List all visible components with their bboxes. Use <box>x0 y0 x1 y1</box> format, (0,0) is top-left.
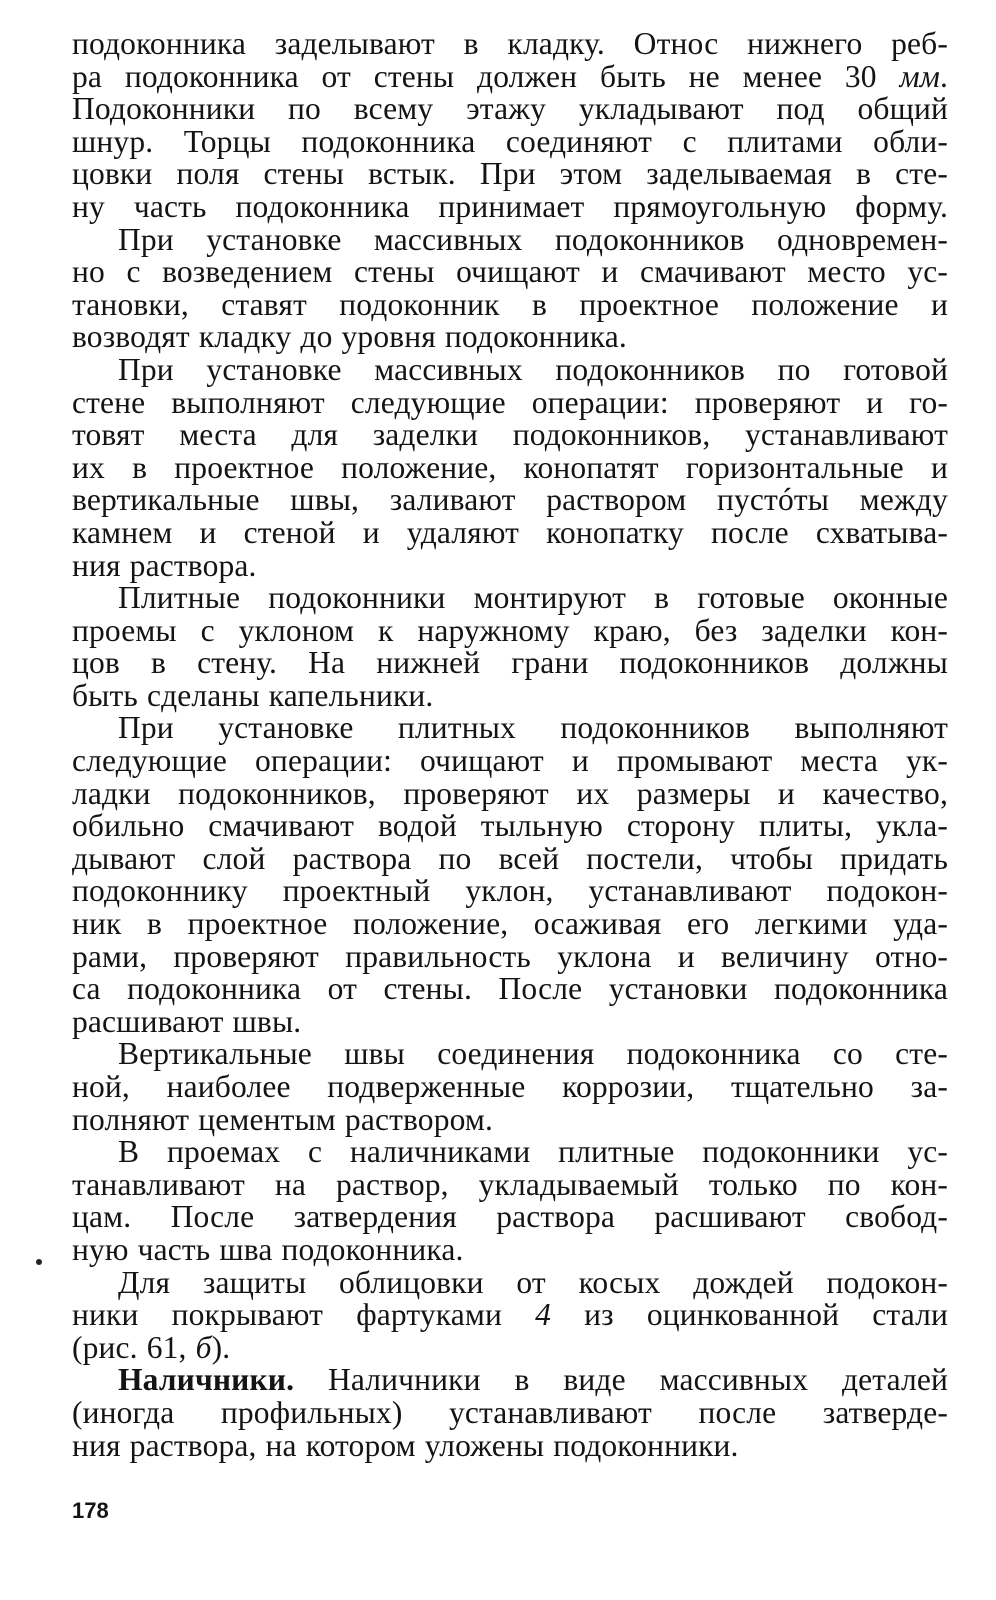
page-number: 178 <box>72 1498 109 1523</box>
text-line: расшивают швы. <box>72 1003 302 1039</box>
text-line: цовки поля стены встык. При этом заделываемая в сте- <box>72 156 948 192</box>
text-line: танавливают на раствор, укладываемый только по кон- <box>72 1166 948 1202</box>
text-line: дывают слой раствора по всей постели, чтобы придать <box>72 840 948 876</box>
text-line: полняют цементым раствором. <box>72 1101 494 1137</box>
text-line: рами, проверяют правильность уклона и величину отно- <box>72 938 948 974</box>
text-line: Подоконники по всему этажу укладывают под общий <box>72 91 948 127</box>
text-line: цов в стену. На нижней грани подоконников должны <box>72 645 948 681</box>
text-line: ния раствора. <box>72 547 257 583</box>
paragraph-first-line: Вертикальные швы соединения подоконника со сте- <box>118 1036 948 1072</box>
text-line: обильно смачивают водой тыльную сторону плиты, укла- <box>72 808 948 844</box>
text-line: подоконника заделывают в кладку. Относ нижнего реб- <box>72 26 948 61</box>
text-line: (рис. 61, б). <box>72 1329 231 1365</box>
text-line: са подоконника от стены. После установки подоконника <box>72 971 948 1007</box>
section-heading-line: Наличники. Наличники в виде массивных деталей <box>118 1362 948 1398</box>
text-line: проемы с уклоном к наружному краю, без заделки кон- <box>72 612 948 648</box>
text-line: ники покрывают фартуками 4 из оцинкованной стали <box>72 1297 948 1333</box>
text-line: ну часть подоконника принимает прямоугольную форму. <box>72 188 948 224</box>
text-line: возводят кладку до уровня подоконника. <box>72 319 627 355</box>
text-line: тановки, ставят подоконник в проектное положение и <box>72 286 948 322</box>
text-line: ник в проектное положение, осаживая его легкими уда- <box>72 906 948 942</box>
text-line: но с возведением стены очищают и смачивают место ус- <box>72 254 948 290</box>
margin-dot-mark <box>36 1259 42 1265</box>
paragraph-first-line: Плитные подоконники монтируют в готовые оконные <box>118 580 948 616</box>
text-line: (иногда профильных) устанавливают после затверде- <box>72 1394 948 1430</box>
text-line: ную часть шва подоконника. <box>72 1231 464 1267</box>
text-line: ния раствора, на котором уложены подоконники. <box>72 1427 739 1463</box>
paragraph-first-line: При установке плитных подоконников выполняют <box>118 710 948 746</box>
text-line: вертикальные швы, заливают раствором пустóты между <box>72 482 948 518</box>
paragraph-first-line: В проемах с наличниками плитные подоконники ус- <box>118 1134 948 1170</box>
italic-fragment: мм <box>899 58 940 94</box>
body-text <box>72 28 948 1462</box>
text-line: ра подоконника от стены должен быть не менее 30 мм. <box>72 58 948 94</box>
text-line: камнем и стеной и удаляют конопатку после схватыва- <box>72 514 948 550</box>
text-line: быть сделаны капельники. <box>72 677 434 713</box>
italic-fragment: 4 <box>535 1297 551 1333</box>
text-line: подоконнику проектный уклон, устанавливают подокон- <box>72 873 948 909</box>
text-line: их в проектное положение, конопатят горизонтальные и <box>72 449 948 485</box>
text-line: следующие операции: очищают и промывают места ук- <box>72 743 948 779</box>
paragraph-first-line: При установке массивных подоконников одновремен- <box>118 221 948 257</box>
text-line: шнур. Торцы подоконника соединяют с плитами обли- <box>72 123 948 159</box>
text-line: ладки подоконников, проверяют их размеры и качество, <box>72 775 948 811</box>
text-line: товят места для заделки подоконников, устанавливают <box>72 417 948 453</box>
paragraph-first-line: Для защиты облицовки от косых дождей подокон- <box>118 1264 948 1300</box>
text-line: ной, наиболее подверженные коррозии, тщательно за- <box>72 1069 948 1104</box>
paragraph-first-line: При установке массивных подоконников по готовой <box>118 351 948 387</box>
italic-fragment: б <box>195 1329 212 1365</box>
section-heading: Наличники. <box>118 1362 295 1398</box>
text-line: стене выполняют следующие операции: проверяют и го- <box>72 384 948 420</box>
text-line: цам. После затвердения раствора расшивают свобод- <box>72 1199 948 1235</box>
